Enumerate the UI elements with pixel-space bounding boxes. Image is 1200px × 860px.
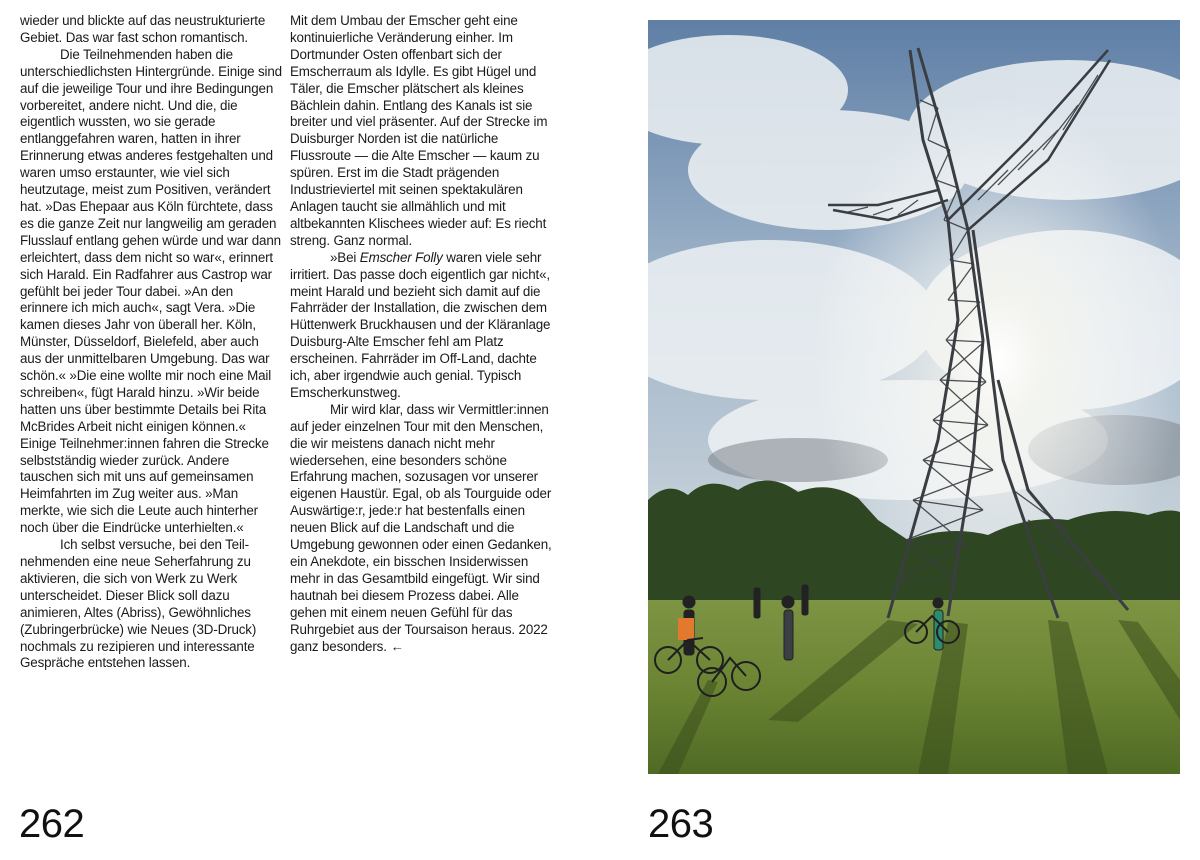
text-column-1: [20, 13, 282, 672]
paragraph-text: Mir wird klar, dass wir Vermittler:innen auf jeder einzelnen Tour mit den Menschen, die wir meistens danach nicht mehr wiedersehen, eine besonders schöne Erfahrung machen, sozusagen vor unserer eigenen Haustür. Egal, ob als Tourguide oder Auswärtige:r, jede:r hat bestenfalls einen neuen Blick auf die Landschaft und die Umgebung gewonnen oder einen Gedanken, ein Anekdote, ein bisschen Insiderwissen mehr in das Gesamtbild eingefügt. Wir sind hautnah bei diesem Prozess dabei. Alle gehen mit einem neuen Gefühl für das Ruhrgebiet aus der Toursaison heraus. 2022 ganz besonders.: [290, 401, 552, 654]
page-number-left: 262: [19, 802, 85, 846]
paragraph-text: waren viele sehr irritiert. Das passe doch eigentlich gar nicht«, meint Harald und bezieht sich damit auf die Fahrräder der Installation, die zwischen dem Hüttenwerk Bruckhausen und der Kläranlage Duisburg-Alte Emscher fehl am Platz erscheinen. Fahrräder im Off-Land, dachte ich, aber irgendwie auch genial. Typisch Emscherkunstweg.: [290, 249, 551, 400]
end-arrow-icon: ←: [390, 638, 405, 654]
paragraph-text: »Bei: [330, 249, 360, 265]
paragraph: Ich selbst versuche, bei den Teilnehmenden eine neue Seherfahrung zu aktivieren, die sich von Werk zu Werk unterscheidet. Dieser Blick soll dazu animieren, Altes (Abriss), Gewöhnliches (Zubringerbrücke) wie Neues (3D-Druck) nochmals zu rezipieren und interessante Gespräche entstehen lassen.: [20, 537, 257, 671]
paragraph: [290, 402, 552, 656]
paragraph: [290, 250, 552, 402]
orange-jacket: [678, 618, 694, 640]
text-column-2: [290, 13, 552, 655]
paragraph: Die Teilnehmenden haben die unterschiedlichsten Hintergründe. Einige sind auf die jeweilige Tour und ihre Bedingungen vorbereitet, andere nicht. Und die, die eigentlich wussten, wo sie gerade entlanggefahren waren, hatten in ihrer Erinnerung etwas anderes festgehalten und waren umso erstaunter, wie viel sich heutzutage, meist zum Positiven, verändert hat. »Das Ehepaar aus Köln fürchtete, dass es die ganze Zeit nur langweilig am geraden Flusslauf entlang gehen würde und war dann erleichtert, dass dem nicht so war«, erinnert sich Harald. Ein Radfahrer aus Castrop war gefühlt bei jeder Tour dabei. »An den erinnere ich mich auch«, sagt Vera. »Die kamen dieses Jahr von überall her. Köln, Münster, Düsseldorf, Bielefeld, aber auch aus der unmittelbaren Umgebung. Das war schön.« »Die eine wollte mir noch eine Mail schreiben«, fügt Harald hinzu. »Wir beide hatten uns über bestimmte Details bei Rita McBrides Arbeit nicht einigen können.« Einige Teilnehmer:innen fahren die Strecke selbstständig wieder zurück. Andere tauschen sich mit uns auf gemeinsamen Heimfahrten im Zug weiter aus. »Man merkte, wie sich die Leute auch hinterher noch über die Eindrücke unterhielten.«: [20, 46, 282, 536]
artwork-title: Emscher Folly: [359, 249, 443, 265]
page-number-right: 263: [648, 802, 714, 846]
photo-dancing-pylon-icon: [648, 20, 1180, 774]
paragraph: Mit dem Umbau der Emscher geht eine kontinuierliche Veränderung einher. Im Dortmunder Osten offenbart sich der Emscherraum als Idylle. Es gibt Hügel und Täler, die Emscher plätschert als kleines Bächlein dahin. Entlang des Kanals ist sie breiter und viel präsenter. Auf der Strecke im Duisburger Norden ist die natürliche Flussroute — die Alte Emscher — kaum zu spüren. Erst im die Stadt prägenden Industrieviertel mit seinen spektakulären Anlagen taucht sie allmählich und mit altbekannten Klischees wieder auf: Es riecht streng. Ganz normal.: [290, 13, 548, 248]
paragraph: wieder und blickte auf das neustrukturierte Gebiet. Das war fast schon romantisch.: [20, 13, 266, 45]
